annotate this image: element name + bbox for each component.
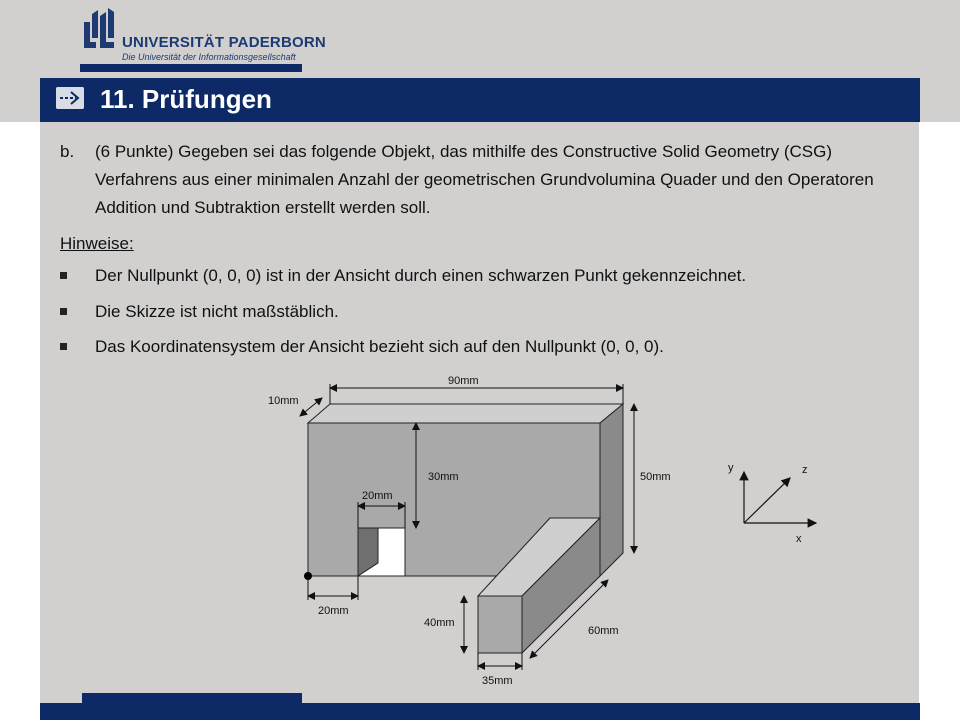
logo-underline (80, 64, 302, 72)
coordinate-axes-icon (722, 456, 822, 548)
bullet-square-icon (60, 272, 67, 279)
university-subtitle: Die Universität der Informationsgesellschaft (122, 52, 296, 62)
footer-bar (40, 703, 920, 720)
bullet-square-icon (60, 308, 67, 315)
dim-50mm-label: 50mm (640, 471, 671, 483)
dim-60mm-label: 60mm (588, 625, 619, 637)
hint-item: Der Nullpunkt (0, 0, 0) ist in der Ansicht durch einen schwarzen Punkt gekennzeichnet. (95, 266, 747, 285)
bullet-square-icon (60, 343, 67, 350)
arrow-icon (56, 87, 84, 109)
axis-x-label: x (796, 533, 802, 545)
axis-y-label: y (728, 462, 734, 474)
axis-z-label: z (802, 464, 808, 476)
dim-10mm-label: 10mm (268, 395, 299, 407)
task-enum-label: b. (60, 142, 75, 161)
csg-object-drawing (260, 368, 700, 690)
dim-20mm-top-label: 20mm (362, 490, 393, 502)
dim-30mm-label: 30mm (428, 471, 459, 483)
task-text: (6 Punkte) Gegeben sei das folgende Objekt, das mithilfe des Constructive Solid Geometry (CSG) Verfahrens aus einer minimalen Anzahl der geometrischen Grundvolumina Quader und den Operatoren Addition und Subtraktion erstellt werden soll. (95, 142, 874, 217)
dim-35mm-label: 35mm (482, 675, 513, 687)
top-face (308, 404, 623, 423)
footer-accent (82, 693, 302, 703)
hint-item: Das Koordinatensystem der Ansicht bezieht sich auf den Nullpunkt (0, 0, 0). (95, 337, 664, 356)
page-title: 11. Prüfungen (100, 84, 272, 114)
dim-20mm-bottom-label: 20mm (318, 605, 349, 617)
right-side-face (600, 404, 623, 576)
hints-heading: Hinweise: (60, 234, 134, 253)
arm-front-face (478, 596, 522, 653)
university-name: UNIVERSITÄT PADERBORN (122, 34, 326, 51)
dim-90mm-label: 90mm (448, 375, 479, 387)
hint-item: Die Skizze ist nicht maßstäblich. (95, 302, 339, 321)
dim-40mm-label: 40mm (424, 617, 455, 629)
